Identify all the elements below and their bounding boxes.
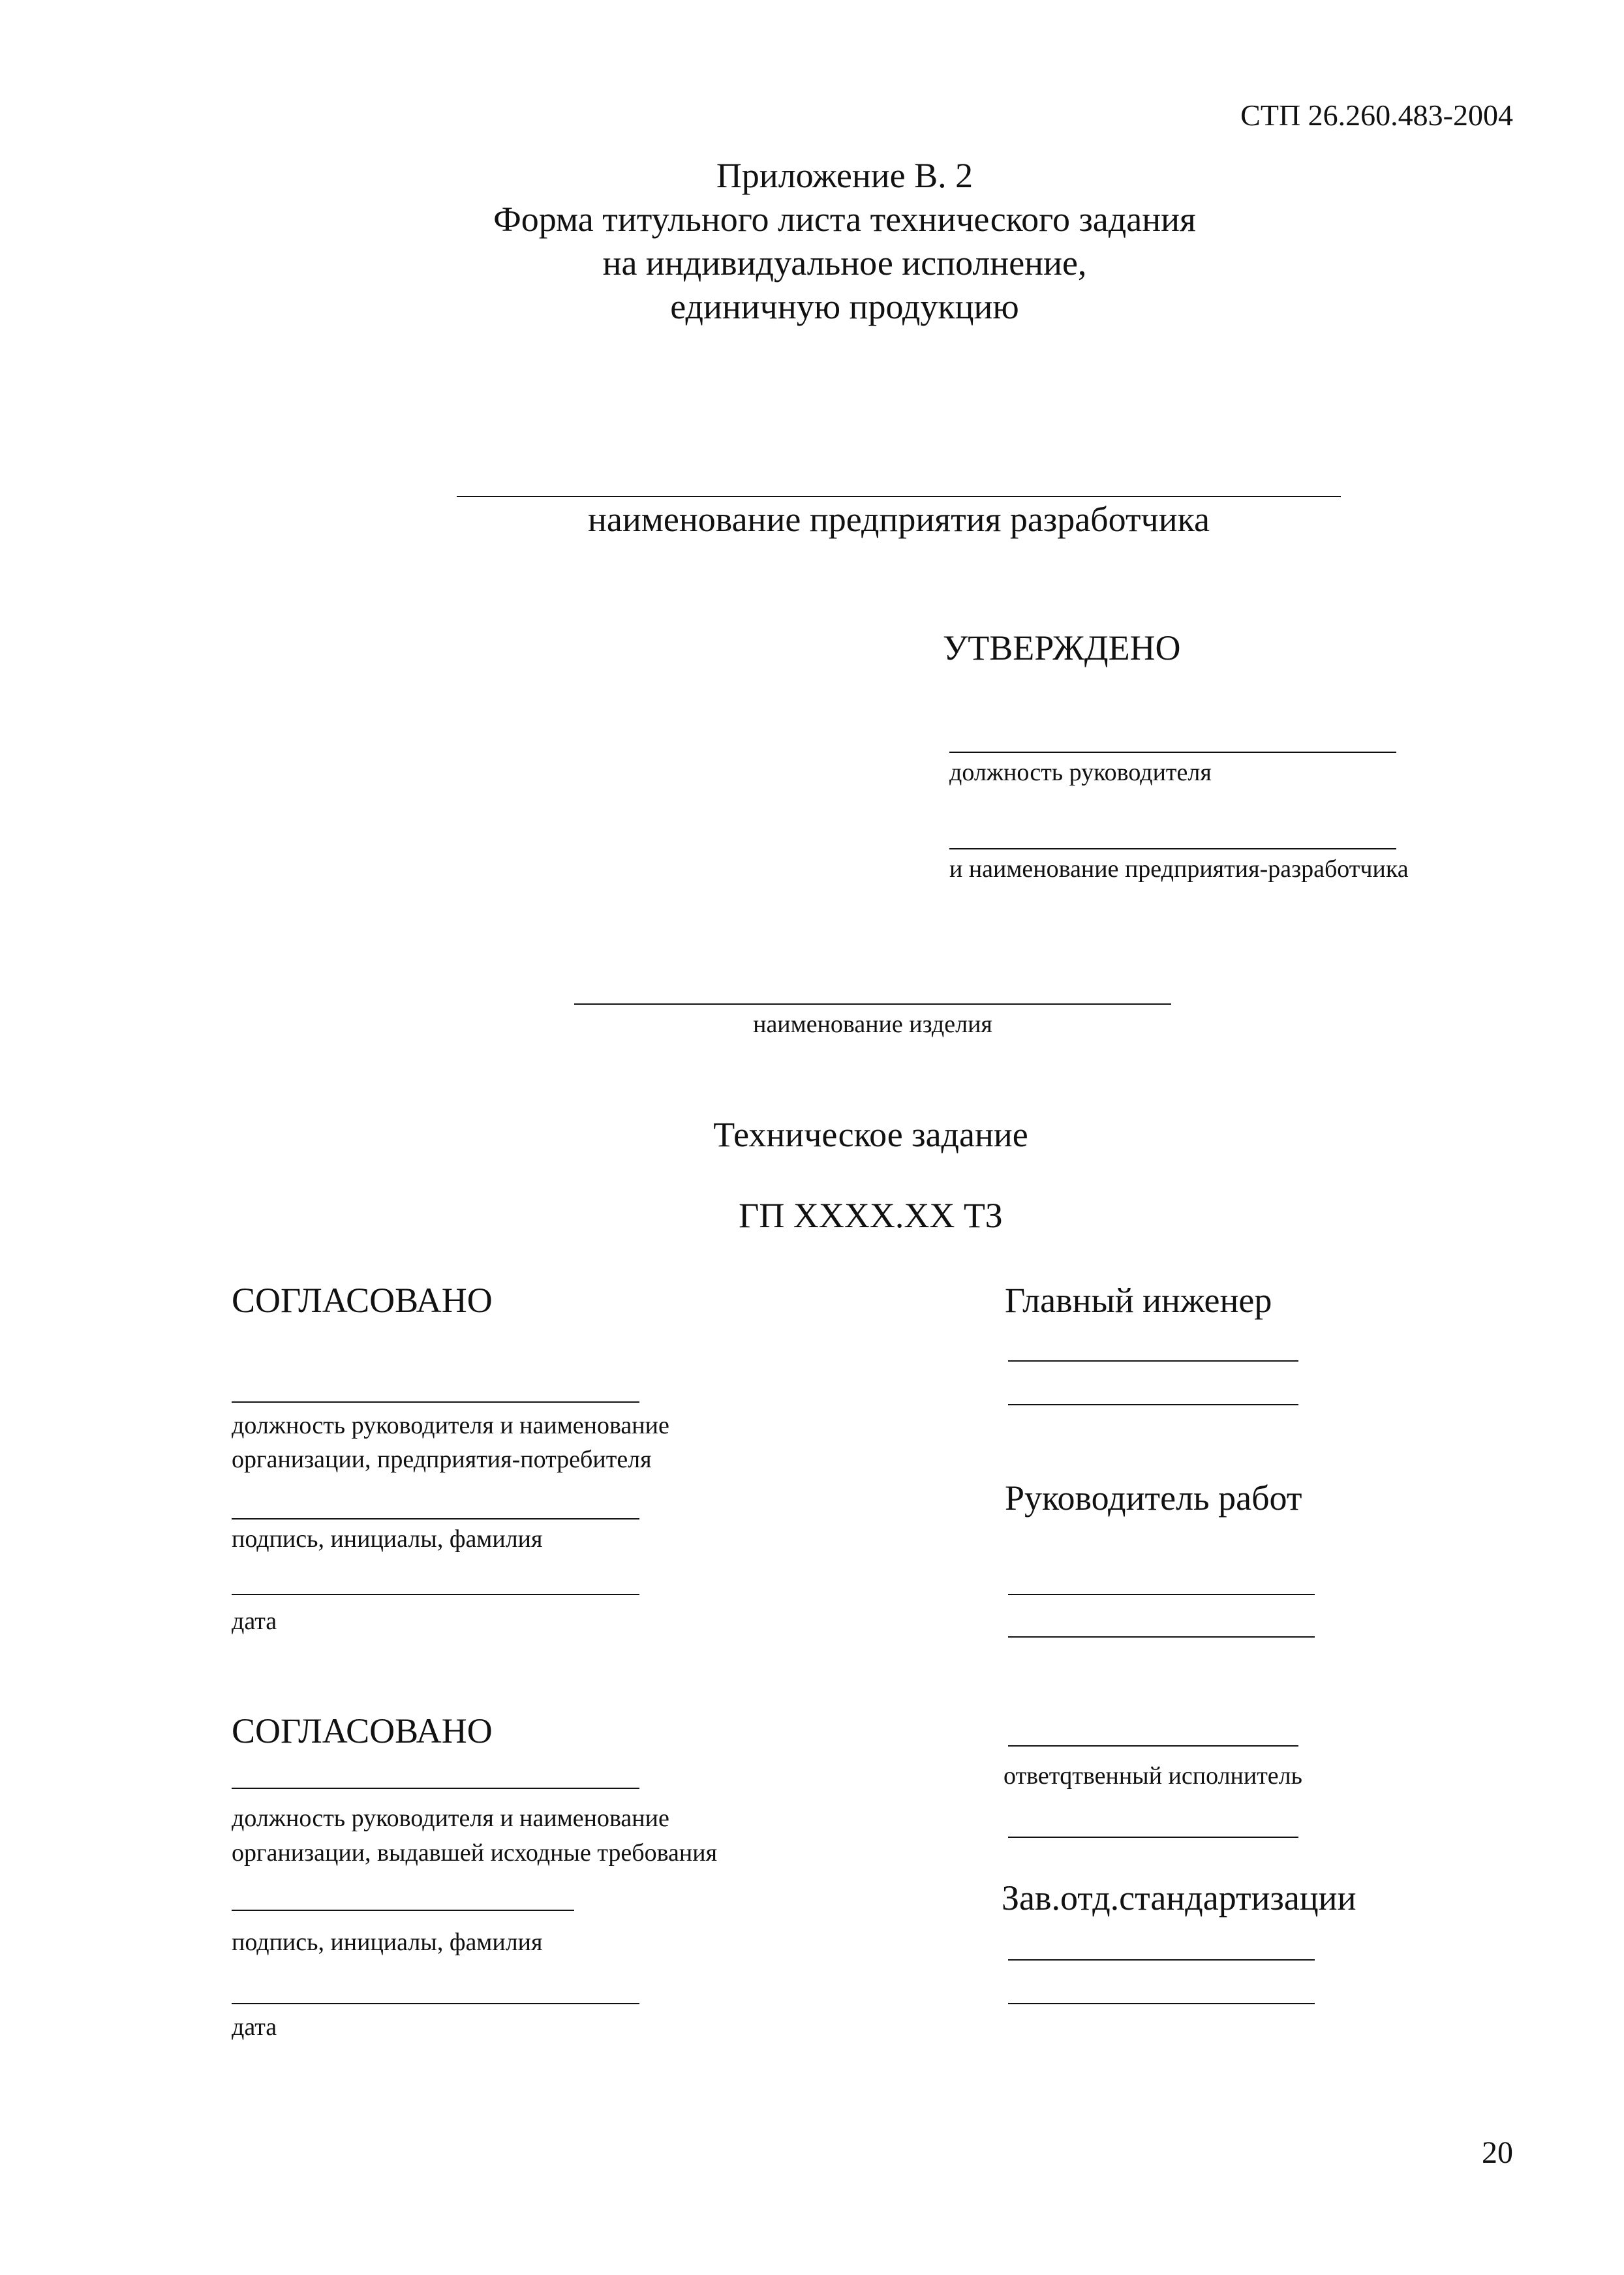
appendix-title: Приложение В. 2 bbox=[716, 156, 973, 195]
chief-engineer-line-2 bbox=[1008, 1404, 1298, 1405]
form-title-line: Форма титульного листа технического задания bbox=[493, 200, 1196, 239]
developer-caption: наименование предприятия разработчика bbox=[588, 500, 1210, 539]
form-title-line: единичную продукцию bbox=[670, 287, 1019, 326]
chief-engineer-line-1 bbox=[1008, 1360, 1298, 1362]
document-title: Техническое задание bbox=[713, 1115, 1028, 1154]
document-designation: ГП ХХХХ.ХХ ТЗ bbox=[739, 1196, 1003, 1235]
agreed1-signature-line bbox=[232, 1518, 639, 1519]
standardization-head-label: Зав.отд.стандартизации bbox=[1002, 1878, 1356, 1917]
form-title-line: на индивидуальное исполнение, bbox=[602, 243, 1087, 282]
agreed-heading-1: СОГЛАСОВАНО bbox=[232, 1281, 493, 1320]
agreed2-position-line bbox=[232, 1788, 639, 1789]
approver-position-line bbox=[949, 752, 1396, 753]
document-code: СТП 26.260.483-2004 bbox=[1240, 99, 1513, 132]
agreed1-position-line bbox=[232, 1401, 639, 1403]
approved-heading: УТВЕРЖДЕНО bbox=[943, 628, 1181, 667]
agreed1-date-line bbox=[232, 1594, 639, 1595]
chief-engineer-label: Главный инженер bbox=[1005, 1281, 1272, 1320]
work-lead-label: Руководитель работ bbox=[1005, 1478, 1302, 1518]
agreed1-caption-b: организации, предприятия-потребителя bbox=[232, 1446, 652, 1473]
agreed2-caption-a: должность руководителя и наименование bbox=[232, 1805, 669, 1832]
agreed1-signature-caption: подпись, инициалы, фамилия bbox=[232, 1525, 543, 1553]
work-lead-line-1 bbox=[1008, 1594, 1315, 1595]
responsible-line-2 bbox=[1008, 1837, 1298, 1838]
agreed-heading-2: СОГЛАСОВАНО bbox=[232, 1711, 493, 1750]
agreed2-signature-line bbox=[232, 1910, 574, 1911]
agreed2-date-line bbox=[232, 2003, 639, 2004]
agreed2-caption-b: организации, выдавшей исходные требования bbox=[232, 1839, 718, 1867]
agreed1-caption-a: должность руководителя и наименование bbox=[232, 1412, 669, 1439]
approver-enterprise-caption: и наименование предприятия-разработчика bbox=[949, 855, 1409, 883]
work-lead-line-2 bbox=[1008, 1636, 1315, 1638]
agreed2-signature-caption: подпись, инициалы, фамилия bbox=[232, 1929, 543, 1956]
standardization-line-1 bbox=[1008, 1959, 1315, 1961]
agreed2-date-caption: дата bbox=[232, 2013, 277, 2041]
approver-position-caption: должность руководителя bbox=[949, 759, 1212, 786]
product-name-line bbox=[574, 1003, 1171, 1005]
product-caption: наименование изделия bbox=[753, 1011, 992, 1038]
page-number: 20 bbox=[1482, 2135, 1513, 2170]
responsible-caption: ответqтвенный исполнитель bbox=[1004, 1762, 1302, 1790]
agreed1-date-caption: дата bbox=[232, 1608, 277, 1635]
responsible-line bbox=[1008, 1745, 1298, 1747]
standardization-line-2 bbox=[1008, 2003, 1315, 2004]
developer-name-line bbox=[457, 496, 1341, 497]
approver-enterprise-line bbox=[949, 848, 1396, 849]
